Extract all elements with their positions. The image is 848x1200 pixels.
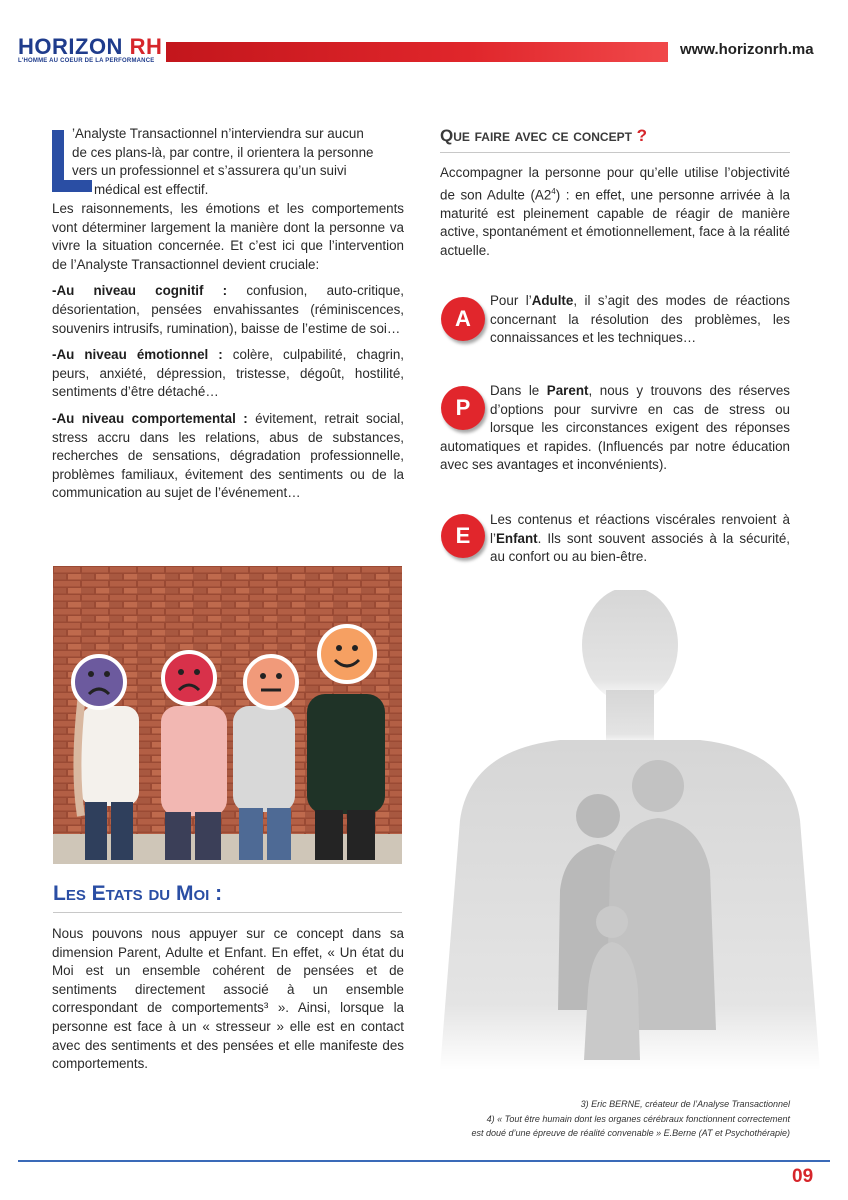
right-intro-after: ) : en effet, une personne arrivée à la maturité est pleinement capable de réagir de manière active, spontanément et émotionnellement, face à la réalité actuelle. [440,187,790,258]
page-number: 09 [792,1166,814,1187]
right-intro-footnote-ref: 4 [551,186,556,196]
label-emotional: -Au niveau émotionnel : [52,347,223,363]
paragraph-reasoning: Les raisonnements, les émotions et les comportements vont déterminer largement la manière dont la personne va vivre la situation concernée. Et c’est ici que l’intervention de l’Analyste Transactionnel devient cruciale: [52,201,404,272]
badge-spacer [440,382,490,420]
enfant-text-pre: Les contenus et réactions viscérales renvoient à l’ [490,512,790,546]
right-section-title [440,126,647,146]
paragraph-cognitive [52,282,404,338]
logo-word-horizon: HORIZON [18,34,123,59]
intro-line-3: vers un professionnel et s’assurera qu’un suivi [72,163,347,179]
intro-line-2: de ces plans-là, par contre, il orientera la personne [72,144,374,160]
logo-tagline: L'HOMME AU COEUR DE LA PERFORMANCE [18,58,155,64]
intro-paragraph [52,125,404,199]
adulte-text-pre: Pour l’ [490,293,532,308]
section-divider [53,912,402,913]
enfant-paragraph [440,511,790,569]
badge-spacer [440,511,490,569]
right-intro-paragraph [440,164,790,260]
circle-badge-e: E [441,514,485,558]
website-link[interactable]: www.horizonrh.ma [680,41,814,58]
paragraph-emotional [52,346,404,402]
left-body [52,200,404,511]
enfant-text-post: . Ils sont souvent associés à la sécurité, au confort ou au bien-être. [490,530,790,565]
adulte-keyword: Adulte [531,293,574,308]
right-title-divider [440,152,790,153]
intro-line-4: médical est effectif. [94,181,209,197]
parent-keyword: Parent [546,383,589,398]
footer-divider [18,1160,830,1162]
right-title-text: Que faire avec ce concept [440,126,632,145]
text-behavioral: évitement, retrait social, stress accru dans les relations, abus de substances, recherches de sensations, dégradation professionnelle, problèmes familiaux, évitement des sentiments ou de la communication au sujet de l’événement… [52,410,404,501]
header-red-bar [166,42,668,62]
logo-word-rh: RH [129,34,163,59]
badge-spacer [440,292,490,350]
circle-badge-a: A [441,297,485,341]
brand-logo [18,36,162,58]
parent-text-post: , nous y trouvons des réserves d’options pour survivre en cas de stress ou lorsque les circonstances exigent des réponses automatiques et rapides. (Influencés par notre éducation avec ses avantages et inconvénients). [440,383,790,473]
label-behavioral: -Au niveau comportemental : [52,410,248,426]
section-title-etats-du-moi: Les Etats du Moi : [53,882,223,905]
footnote-4-line-2: est doué d’une épreuve de réalité convenable » E.Berne (AT et Psychothérapie) [471,1128,790,1138]
text-emotional: colère, culpabilité, chagrin, peurs, anxiété, dépression, tristesse, dégoût, hostilité, sentiments d’être détaché… [52,347,404,400]
intro-line-1: ’Analyste Transactionnel n’interviendra sur aucun [72,126,364,141]
circle-badge-p: P [441,386,485,430]
right-intro-before: Accompagner la personne pour qu’elle utilise l’objectivité de son Adulte (A2 [440,165,790,203]
enfant-keyword: Enfant [495,530,538,546]
section-paragraph-etats-du-moi: Nous pouvons nous appuyer sur ce concept dans sa dimension Parent, Adulte et Enfant. En effet, « Un état du Moi est un ensemble cohérent de pensées et de sentiments directement associé à un ensemble correspondant de comportements³ ». Ainsi, lorsque la personne est face à un « stresseur » elle est en contact avec des sentiments et des pensées et elle manifeste des comportements. [52,926,404,1072]
silhouette-illustration [420,590,840,1070]
parent-paragraph [440,382,790,475]
paragraph-behavioral [52,410,404,503]
footnote-3: 3) Eric BERNE, créateur de l’Analyse Transactionnel [580,1099,790,1109]
adulte-paragraph [440,292,790,350]
photo-emoji-faces [53,566,402,864]
adulte-text-post: , il s’agit des modes de réactions concernant la résolution des problèmes, les connaissances et les techniques… [490,293,790,346]
text-cognitive: confusion, auto-critique, désorientation, pensées envahissantes (réminiscences, souvenirs intrusifs, rumination), baisse de l’estime de soi… [52,283,404,336]
right-title-question-mark: ? [636,126,648,145]
label-cognitive: -Au niveau cognitif : [52,283,228,299]
parent-text-pre: Dans le [490,383,547,398]
footnote-4-line-1: 4) « Tout être humain dont les organes cérébraux fonctionnent correctement [486,1114,790,1124]
